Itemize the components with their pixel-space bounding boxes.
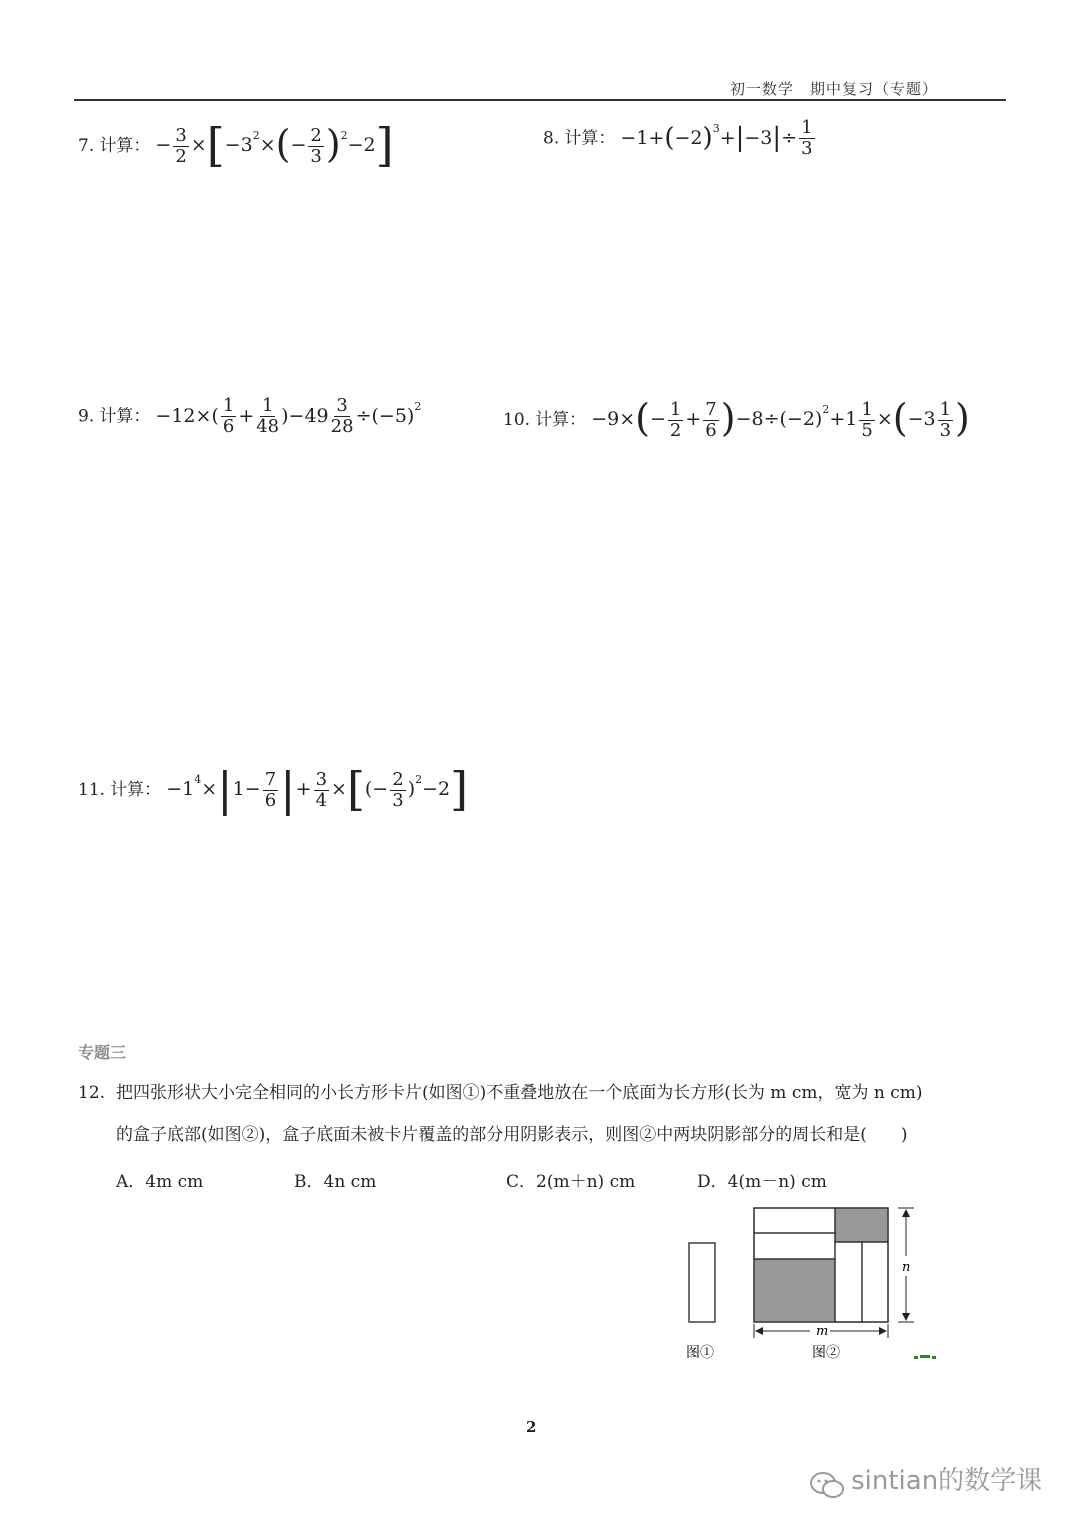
q12-number: 12. — [78, 1083, 106, 1103]
arrow-head — [902, 1209, 910, 1217]
problem-label: 计算： — [110, 780, 162, 800]
problem-11 — [78, 762, 468, 816]
choice-a — [116, 1167, 203, 1192]
card-horizontal-1 — [754, 1208, 835, 1233]
chat-bubble-icon — [808, 1469, 846, 1501]
choice-text: 4(m－n) cm — [727, 1172, 827, 1192]
q12-line2: 的盒子底部(如图②)，盒子底面未被卡片覆盖的部分用阴影表示，则图②中两块阴影部分的周长和是( ) — [116, 1125, 908, 1145]
expression: − $\frac{3}{2}$ $\times[-3^2\times(-$ $\frac{2}{3}$ )$^2$−2] — [155, 118, 394, 172]
arrow-head — [755, 1327, 763, 1335]
problem-label: 计算： — [535, 410, 587, 430]
shaded-region-bottom-left — [754, 1259, 835, 1322]
problem-label: 计算： — [564, 128, 616, 149]
expression: −9×(− $\frac{1}{2}$ + $\frac{7}{6}$ )$-8\div(-2)^2+1$ $\frac{1}{5}$ ×(−3 $\frac{1}{3}$ ) — [591, 396, 970, 441]
shaded-region-top-right — [835, 1208, 888, 1242]
dim-n-label: n — [902, 1260, 911, 1275]
problem-label: 计算： — [99, 136, 151, 156]
problem-10 — [503, 396, 970, 441]
problem-number: 9. — [78, 406, 95, 427]
watermark-text: sintian的数学课 — [851, 1466, 1043, 1496]
choice-letter: D． — [697, 1172, 728, 1192]
q12-line1: 把四张形状大小完全相同的小长方形卡片(如图①)不重叠地放在一个底面为长方形(长为 m cm，宽为 n cm) — [116, 1083, 923, 1103]
choice-d — [697, 1167, 827, 1192]
section-title: 专题三 — [78, 1043, 127, 1062]
watermark — [808, 1460, 1042, 1501]
card-vertical-1 — [835, 1242, 862, 1322]
arrow-head — [879, 1327, 887, 1335]
choice-text: 4m cm — [145, 1172, 204, 1192]
choice-text: 2(m＋n) cm — [536, 1172, 636, 1192]
choice-letter: A． — [116, 1172, 146, 1192]
problem-number: 11. — [78, 780, 106, 800]
choice-letter: B． — [294, 1172, 324, 1192]
choice-c — [506, 1167, 635, 1192]
green-mark — [932, 1356, 936, 1359]
q12-figure — [680, 1200, 940, 1370]
card-horizontal-2 — [754, 1233, 835, 1259]
problem-7 — [78, 118, 394, 172]
problem-label: 计算： — [99, 406, 151, 427]
choice-text: 4n cm — [323, 1172, 377, 1192]
choice-letter: C． — [506, 1172, 537, 1192]
problem-9 — [78, 396, 421, 437]
arrow-head — [902, 1313, 910, 1321]
dim-m-label: m — [816, 1324, 829, 1339]
green-mark — [914, 1356, 918, 1359]
page-header: 初一数学 期中复习（专题） — [730, 80, 939, 98]
expression: $-1^4\times|1-$ $\frac{7}{6}$ |+ $\frac{3}{4}$ ×[(− $\frac{2}{3}$ )$^2$−2] — [166, 762, 469, 816]
problem-number: 7. — [78, 136, 95, 156]
page-number: 2 — [526, 1418, 537, 1436]
problem-8 — [543, 118, 817, 159]
header-rule — [74, 99, 1006, 101]
figure1-card — [689, 1243, 715, 1322]
card-vertical-2 — [862, 1242, 888, 1322]
expression: −12×( $\frac{1}{6}$ + $\frac{1}{48}$ )−49 $\frac{3}{28}$ $\div(-5)^2$ — [155, 395, 422, 437]
choice-b — [294, 1167, 376, 1192]
expression: $-1+(-2)^3+|-3|\div$ $\frac{1}{3}$ — [620, 117, 813, 159]
problem-number: 10. — [503, 410, 531, 430]
problem-number: 8. — [543, 128, 560, 149]
green-mark — [920, 1355, 930, 1358]
figure1-label: 图① — [686, 1345, 714, 1361]
figure2-label: 图② — [812, 1345, 840, 1361]
